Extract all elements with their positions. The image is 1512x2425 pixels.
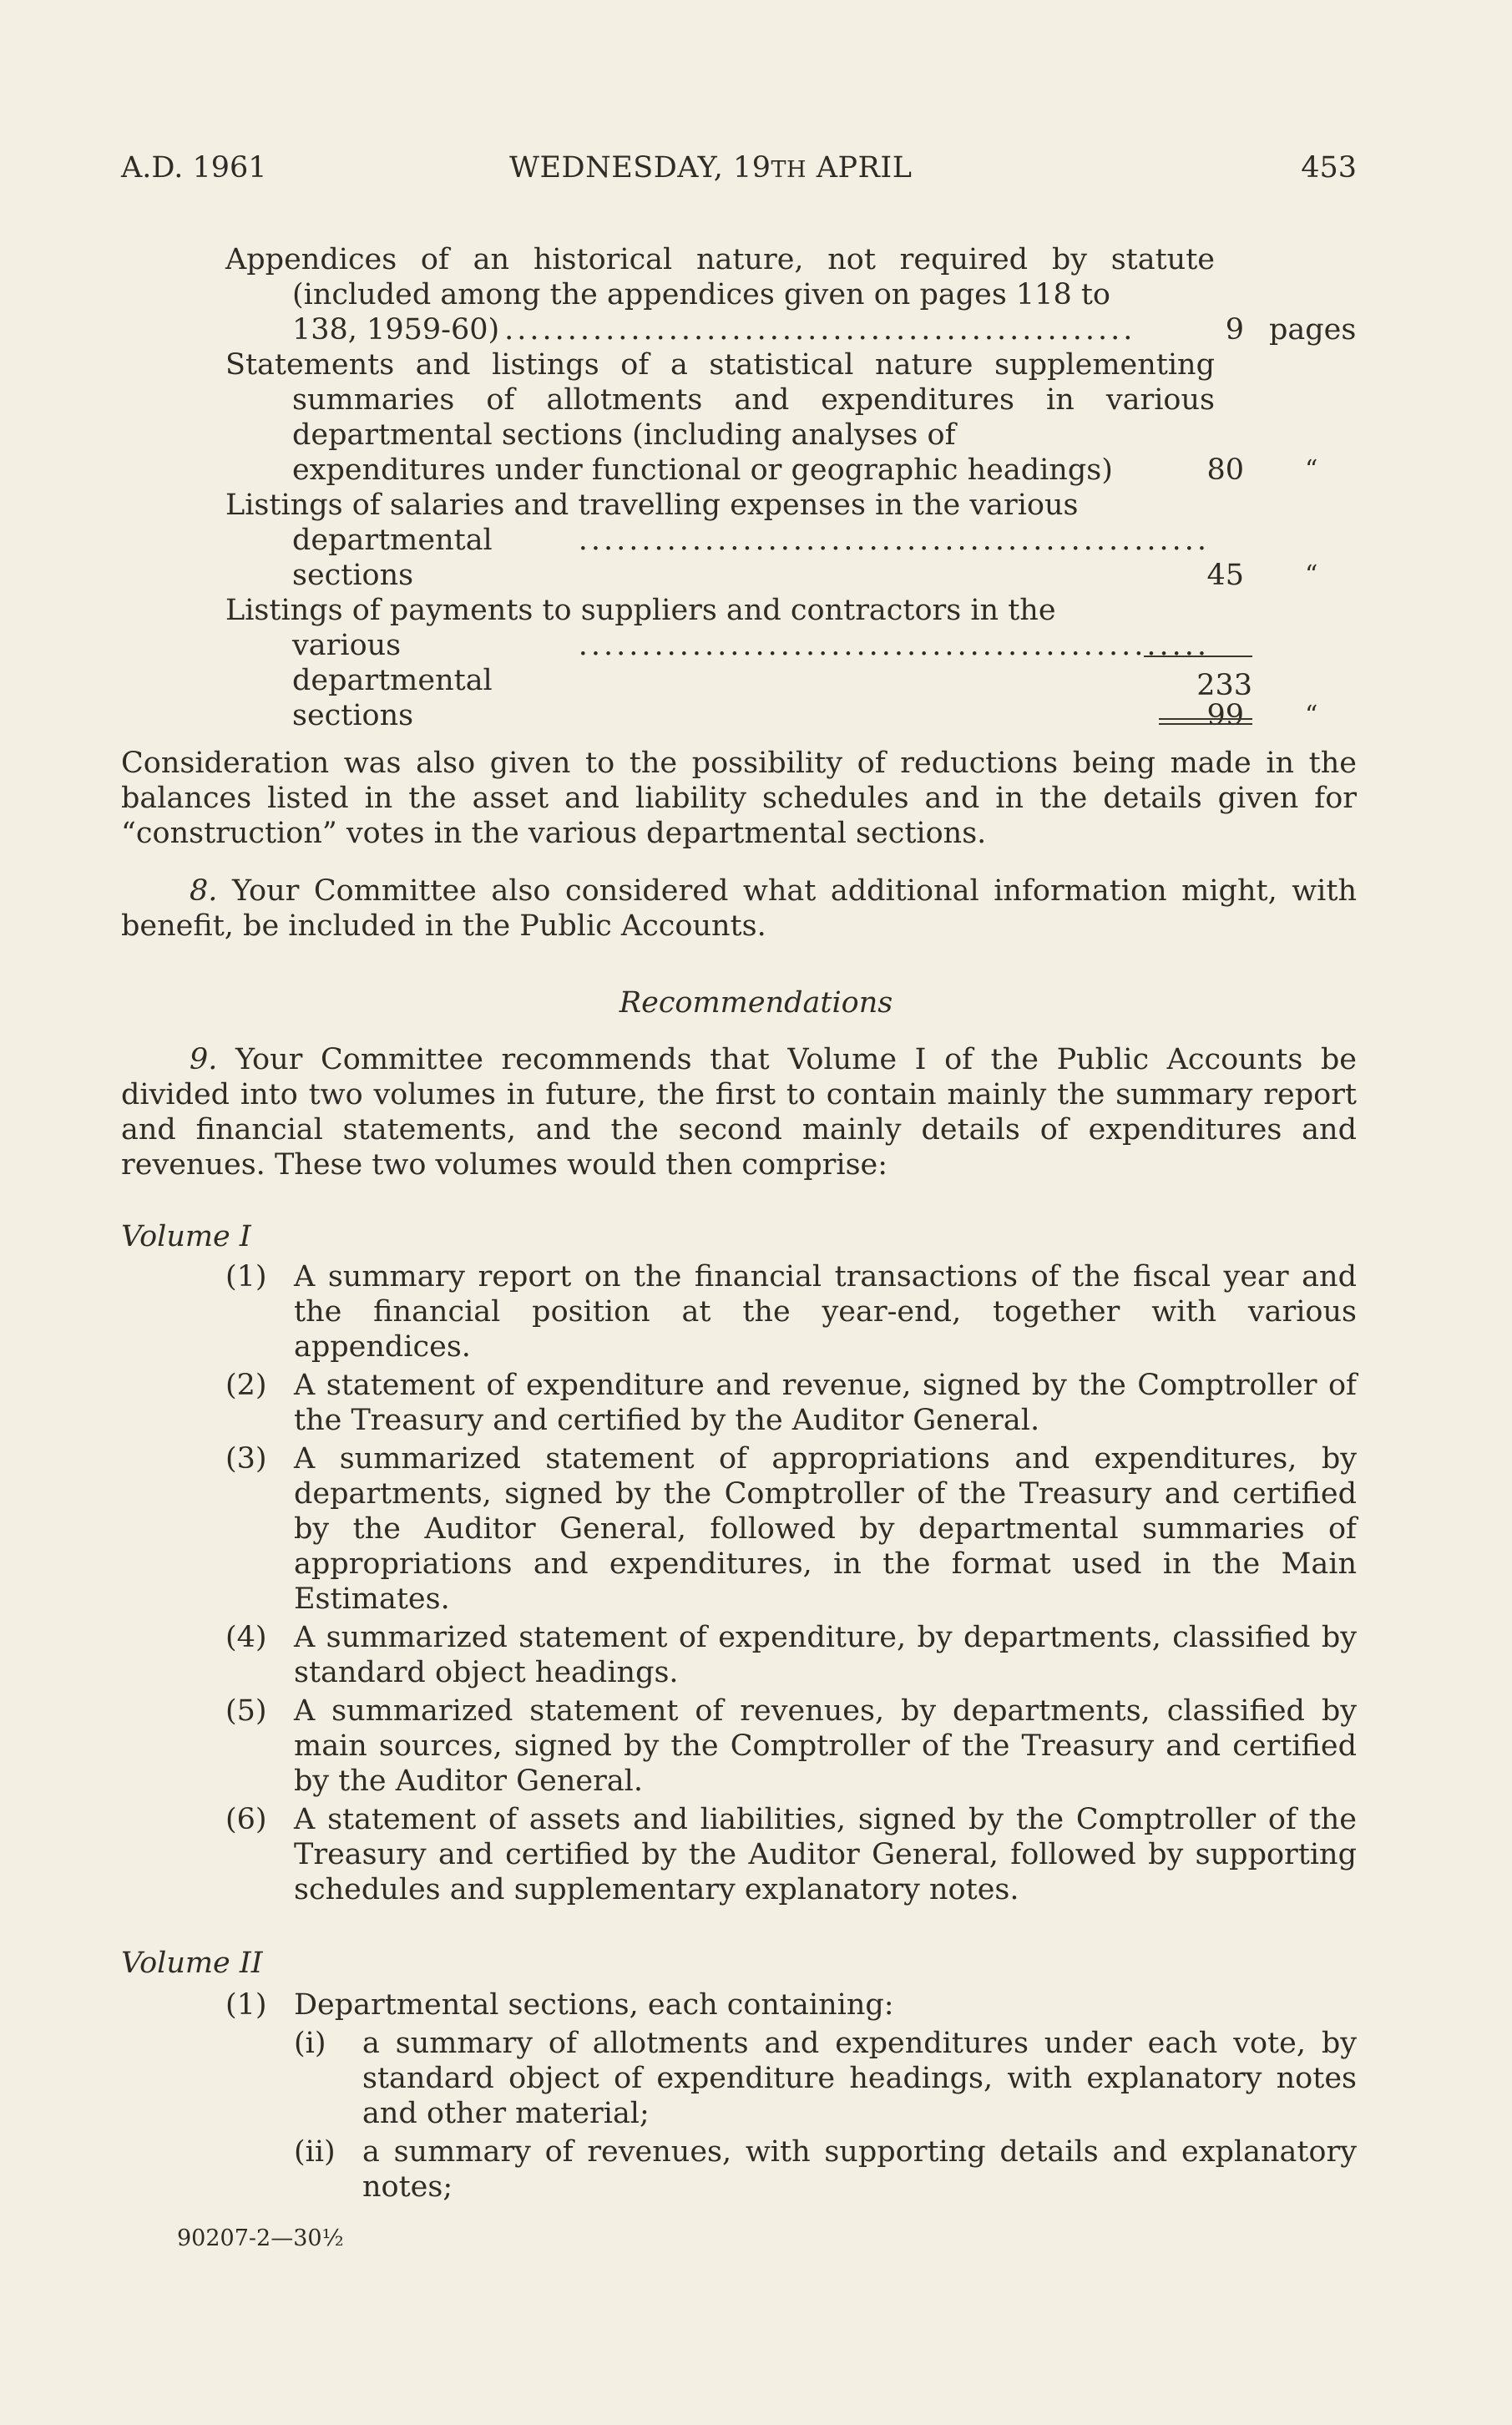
volume-2-list <box>225 1987 1357 2208</box>
header-year: A.D. 1961 <box>121 151 267 185</box>
stat-item-last: various departmental sections <box>292 629 493 732</box>
leader-dots: .................................................. <box>504 313 1136 347</box>
running-header <box>121 150 1357 192</box>
stat-item-text: Listings of payments to suppliers and contractors in the <box>225 594 1056 627</box>
ditto-mark: “ <box>1305 560 1318 590</box>
paragraph-consideration: Consideration was also given to the possibility of reductions being made in the balances listed in the asset and liability schedules and in the details given for “construction” votes in the various departmental sections. <box>121 747 1357 850</box>
sub-list-item: (ii) a summary of revenues, with supporting details and explanatory notes; <box>294 2135 1357 2204</box>
stat-item-text: Appendices of an historical nature, not required by statute (included among the appendices given on pages 118 to <box>225 243 1215 311</box>
stat-item-salaries <box>225 488 1357 593</box>
list-item: (4) A summarized statement of expenditure, by departments, classified by standard object headings. <box>225 1621 1357 1689</box>
section-heading-recommendations: Recommendations <box>619 986 893 1020</box>
stat-item-last: departmental sections <box>292 524 493 592</box>
list-item: (2) A statement of expenditure and revenue, signed by the Comptroller of the Treasury and certified by the Auditor General. <box>225 1369 1357 1437</box>
header-date: WEDNESDAY, 19TH APRIL <box>509 151 913 185</box>
paragraph-9 <box>121 1042 1357 1182</box>
leader-dots: .................................................. <box>578 524 1210 557</box>
paragraph-number: 8. <box>190 874 218 908</box>
list-item: (6) A statement of assets and liabilities, signed by the Comptroller of the Treasury and certified by the Auditor General, followed by supporting schedules and supplementary explanatory notes. <box>225 1803 1357 1906</box>
leader-dots: .................................................. <box>578 629 1210 662</box>
paragraph-8 <box>121 873 1357 944</box>
stat-item-figure: 99 <box>1206 699 1244 732</box>
stat-item-text: Statements and listings of a statistical nature supplementing summaries of allotments and expenditures in various departmental sections (including analyses of <box>225 348 1215 452</box>
paragraph-number: 9. <box>190 1043 218 1076</box>
paragraph-text: Your Committee also considered what additional information might, with benefit, be included in the Public Accounts. <box>121 874 1357 943</box>
volume-1-title: Volume I <box>121 1220 251 1253</box>
double-rule <box>1159 718 1252 725</box>
list-item: (3) A summarized statement of appropriations and expenditures, by departments, signed by the Comptroller of the Treasury and certified by the Auditor General, followed by departmental summaries of appropriations and expenditures, in the format used in the Main Estimates. <box>225 1442 1357 1616</box>
list-item: (1) Departmental sections, each containing: <box>225 1988 894 2022</box>
paragraph-text: Your Committee recommends that Volume I of the Public Accounts be divided into two volumes in future, the first to contain mainly the summary report and financial statements, and the second mainly details of expenditures and revenues. These two volumes would then comprise: <box>121 1043 1357 1182</box>
volume-1-list <box>225 1259 1357 1911</box>
volume-2-title: Volume II <box>121 1947 263 1980</box>
total-rule <box>1144 656 1252 657</box>
printer-reference: 90207-2—30½ <box>177 2225 344 2251</box>
stat-item-appendices <box>225 242 1357 347</box>
stat-item-figure: 45 <box>1206 559 1244 592</box>
stat-item-figure: 9 <box>1225 313 1244 347</box>
stat-item-payments <box>225 593 1357 733</box>
stat-item-last: 138, 1959-60) <box>292 313 500 347</box>
stat-item-statements <box>225 347 1357 488</box>
stat-item-text: Listings of salaries and travelling expenses in the various <box>225 489 1079 522</box>
page-number: 453 <box>1301 151 1357 185</box>
statistics-list <box>225 242 1357 733</box>
volume-2-sublist <box>294 2026 1357 2205</box>
list-item: (1) A summary report on the financial transactions of the fiscal year and the financial position at the year-end, together with various appendices. <box>225 1260 1357 1364</box>
list-item: (5) A summarized statement of revenues, by departments, classified by main sources, signed by the Comptroller of the Treasury and certified by the Auditor General. <box>225 1694 1357 1798</box>
stat-item-figure: 80 <box>1206 453 1244 487</box>
stat-item-last: expenditures under functional or geographic headings) <box>292 453 1113 487</box>
stat-item-unit: pages <box>1269 313 1357 347</box>
sub-list-item: (i) a summary of allotments and expenditures under each vote, by standard object of expenditure headings, with explanatory notes and other material; <box>294 2027 1357 2130</box>
total-pages: 233 <box>1196 669 1252 702</box>
ditto-mark: “ <box>1305 455 1318 484</box>
ditto-mark: “ <box>1305 701 1318 730</box>
